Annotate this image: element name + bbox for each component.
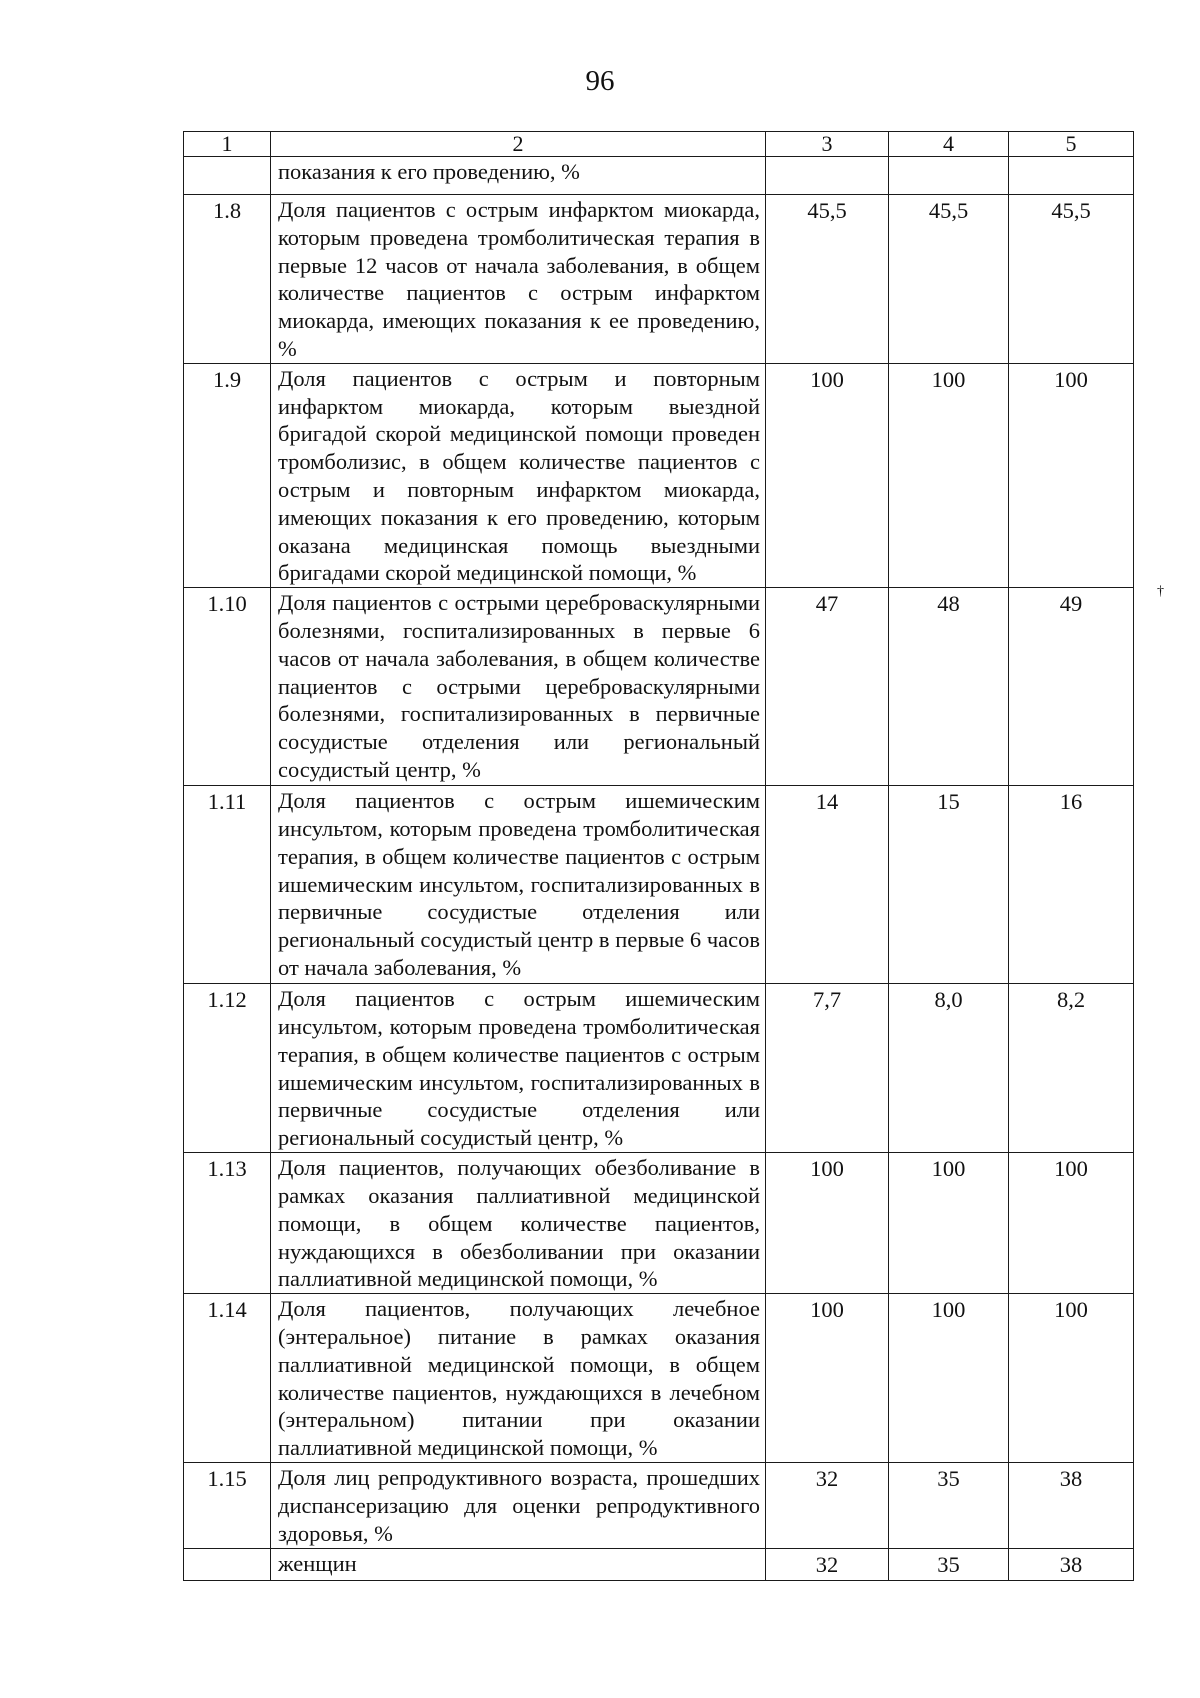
value-cell-col5: 38 bbox=[1009, 1548, 1134, 1580]
table-row bbox=[184, 984, 1134, 1153]
value-cell-col4: 100 bbox=[889, 1153, 1009, 1294]
value-cell-col4 bbox=[889, 157, 1009, 195]
row-number-cell: 1.10 bbox=[184, 588, 271, 786]
header-cell-col1: 1 bbox=[184, 132, 271, 157]
row-number-cell: 1.8 bbox=[184, 195, 271, 364]
value-cell-col3: 32 bbox=[766, 1463, 889, 1548]
value-cell-col3 bbox=[766, 157, 889, 195]
table-row bbox=[184, 1463, 1134, 1548]
indicator-name-cell: женщин bbox=[271, 1548, 766, 1580]
table-row bbox=[184, 195, 1134, 364]
table-row bbox=[184, 1294, 1134, 1463]
value-cell-col5: 38 bbox=[1009, 1463, 1134, 1548]
row-number-cell: 1.11 bbox=[184, 786, 271, 984]
value-cell-col3: 100 bbox=[766, 363, 889, 587]
page-number: 96 bbox=[585, 65, 615, 97]
value-cell-col3: 45,5 bbox=[766, 195, 889, 364]
value-cell-col3: 100 bbox=[766, 1294, 889, 1463]
value-cell-col3: 32 bbox=[766, 1548, 889, 1580]
table-row bbox=[184, 786, 1134, 984]
value-cell-col3: 14 bbox=[766, 786, 889, 984]
value-cell-col3: 47 bbox=[766, 588, 889, 786]
value-cell-col5: 8,2 bbox=[1009, 984, 1134, 1153]
table-row bbox=[184, 1153, 1134, 1294]
header-cell-col5: 5 bbox=[1009, 132, 1134, 157]
value-cell-col5: 100 bbox=[1009, 1294, 1134, 1463]
header-cell-col4: 4 bbox=[889, 132, 1009, 157]
value-cell-col4: 35 bbox=[889, 1548, 1009, 1580]
row-number-cell: 1.9 bbox=[184, 363, 271, 587]
value-cell-col5: 49 bbox=[1009, 588, 1134, 786]
value-cell-col3: 100 bbox=[766, 1153, 889, 1294]
indicator-name-cell: Доля пациентов с острыми цереброваскулярными болезнями, госпитализированных в первые 6 часов от начала заболевания, в общем количестве пациентов с острыми цереброваскулярными болезнями, госпитализированных в первичные сосудистые отделения или региональный сосудистый центр, % bbox=[271, 588, 766, 786]
indicator-name-cell: показания к его проведению, % bbox=[271, 157, 766, 195]
table-row bbox=[184, 1548, 1134, 1580]
row-number-cell: 1.12 bbox=[184, 984, 271, 1153]
indicator-name-cell: Доля пациентов, получающих обезболивание в рамках оказания паллиативной медицинской помощи, в общем количестве пациентов, нуждающихся в обезболивании при оказании паллиативной медицинской помощи, % bbox=[271, 1153, 766, 1294]
value-cell-col3: 7,7 bbox=[766, 984, 889, 1153]
value-cell-col4: 8,0 bbox=[889, 984, 1009, 1153]
indicator-name-cell: Доля пациентов с острым ишемическим инсультом, которым проведена тромболитическая терапия, в общем количестве пациентов с острым ишемическим инсультом, госпитализированных в первичные сосудистые отделения или региональный сосудистый центр в первые 6 часов от начала заболевания, % bbox=[271, 786, 766, 984]
value-cell-col4: 100 bbox=[889, 363, 1009, 587]
value-cell-col5 bbox=[1009, 157, 1134, 195]
value-cell-col5: 100 bbox=[1009, 1153, 1134, 1294]
indicators-table-body bbox=[184, 132, 1134, 1581]
table-row bbox=[184, 157, 1134, 195]
row-number-cell bbox=[184, 157, 271, 195]
row-number-cell: 1.15 bbox=[184, 1463, 271, 1548]
indicators-table bbox=[183, 131, 1134, 1581]
scan-artifact-mark: † bbox=[1157, 584, 1164, 599]
indicator-name-cell: Доля пациентов с острым ишемическим инсультом, которым проведена тромболитическая терапия, в общем количестве пациентов с острым ишемическим инсультом, госпитализированных в первичные сосудистые отделения или региональный сосудистый центр, % bbox=[271, 984, 766, 1153]
value-cell-col4: 35 bbox=[889, 1463, 1009, 1548]
table-header-row bbox=[184, 132, 1134, 157]
indicator-name-cell: Доля пациентов с острым инфарктом миокарда, которым проведена тромболитическая терапия в первые 12 часов от начала заболевания, в общем количестве пациентов с острым инфарктом миокарда, имеющих показания к ее проведению, % bbox=[271, 195, 766, 364]
value-cell-col4: 48 bbox=[889, 588, 1009, 786]
value-cell-col4: 45,5 bbox=[889, 195, 1009, 364]
value-cell-col4: 100 bbox=[889, 1294, 1009, 1463]
value-cell-col5: 45,5 bbox=[1009, 195, 1134, 364]
value-cell-col5: 16 bbox=[1009, 786, 1134, 984]
row-number-cell: 1.13 bbox=[184, 1153, 271, 1294]
header-cell-col2: 2 bbox=[271, 132, 766, 157]
value-cell-col4: 15 bbox=[889, 786, 1009, 984]
value-cell-col5: 100 bbox=[1009, 363, 1134, 587]
header-cell-col3: 3 bbox=[766, 132, 889, 157]
table-row bbox=[184, 588, 1134, 786]
indicator-name-cell: Доля пациентов, получающих лечебное (энтеральное) питание в рамках оказания паллиативной медицинской помощи, в общем количестве пациентов, нуждающихся в лечебном (энтеральном) питании при оказании паллиативной медицинской помощи, % bbox=[271, 1294, 766, 1463]
indicator-name-cell: Доля лиц репродуктивного возраста, прошедших диспансеризацию для оценки репродуктивного здоровья, % bbox=[271, 1463, 766, 1548]
indicator-name-cell: Доля пациентов с острым и повторным инфарктом миокарда, которым выездной бригадой скорой медицинской помощи проведен тромболизис, в общем количестве пациентов с острым и повторным инфарктом миокарда, имеющих показания к его проведению, которым оказана медицинская помощь выездными бригадами скорой медицинской помощи, % bbox=[271, 363, 766, 587]
table-row bbox=[184, 363, 1134, 587]
row-number-cell bbox=[184, 1548, 271, 1580]
row-number-cell: 1.14 bbox=[184, 1294, 271, 1463]
